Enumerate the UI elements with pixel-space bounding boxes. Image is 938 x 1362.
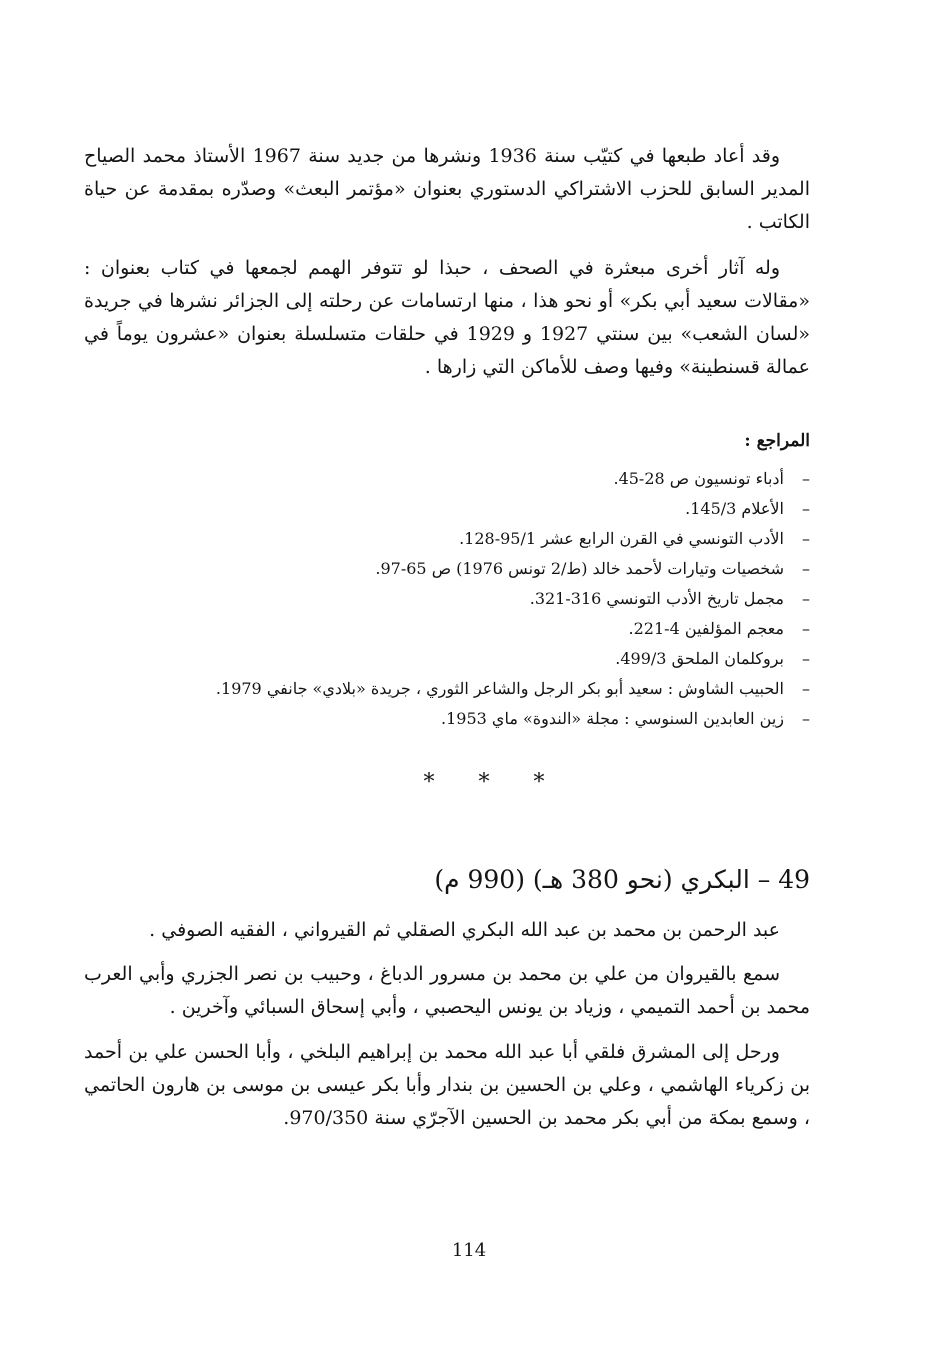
paragraph-other-works <box>84 252 810 384</box>
separator-star: * <box>423 770 435 795</box>
reference-text: أدباء تونسيون ص 28-45. <box>613 469 784 488</box>
paragraph-text: وله آثار أخرى مبعثرة في الصحف ، حبذا لو تتوفر الهمم لجمعها في كتاب بعنوان : «مقالات سعيد أبي بكر» أو نحو هذا ، منها ارتسامات عن رحلته إلى الجزائر نشرها في جريدة «لسان الشعب» بين سنتي 1927 و 1929 في حلقات متسلسلة بعنوان «عشرون يوماً في عمالة قسنطينة» وفيها وصف للأماكن التي زارها . <box>84 257 810 378</box>
reference-item <box>90 704 810 734</box>
reference-text: شخصيات وتيارات لأحمد خالد (ط/2 تونس 1976) ص 65-97. <box>375 559 784 578</box>
list-dash: – <box>802 679 810 698</box>
page-number: 114 <box>451 1240 487 1261</box>
reference-item <box>90 584 810 614</box>
references-heading: المراجع : <box>744 431 810 451</box>
list-dash: – <box>802 619 810 638</box>
paragraph-text: ورحل إلى المشرق فلقي أبا عبد الله محمد بن إبراهيم البلخي ، وأبا الحسن علي بن أحمد بن زكرياء الهاشمي ، وعلي بن الحسين بن بندار وأبا بكر عيسى بن موسى بن هارون الحاتمي ، وسمع بمكة من أبي بكر محمد بن الحسين الآجرّي سنة 970/350. <box>84 1041 810 1129</box>
reference-text: بروكلمان الملحق 499/3. <box>615 649 784 668</box>
reference-text: الحبيب الشاوش : سعيد أبو بكر الرجل والشاعر الثوري ، جريدة «بلادي» جانفي 1979. <box>215 679 784 698</box>
list-dash: – <box>802 529 810 548</box>
reference-item <box>90 494 810 524</box>
paragraph-reprint-note <box>84 140 810 239</box>
reference-text: الأدب التونسي في القرن الرابع عشر 95/1-128. <box>459 529 784 548</box>
reference-item <box>90 644 810 674</box>
list-dash: – <box>802 559 810 578</box>
reference-text: زين العابدين السنوسي : مجلة «الندوة» ماي 1953. <box>441 709 784 728</box>
paragraph-text: سمع بالقيروان من علي بن محمد بن مسرور الدباغ ، وحبيب بن نصر الجزري وأبي العرب محمد بن أحمد التميمي ، وزياد بن يونس اليحصبي ، وأبي إسحاق السبائي وآخرين . <box>84 963 810 1018</box>
paragraph-text: عبد الرحمن بن محمد بن عبد الله البكري الصقلي ثم القيرواني ، الفقيه الصوفي . <box>149 919 780 941</box>
reference-text: مجمل تاريخ الأدب التونسي 316-321. <box>529 589 784 608</box>
list-dash: – <box>802 469 810 488</box>
paragraph-teachers-kairouan <box>84 958 810 1024</box>
reference-item <box>90 674 810 704</box>
paragraph-text: وقد أعاد طبعها في كتيّب سنة 1936 ونشرها من جديد سنة 1967 الأستاذ محمد الصياح المدير السابق للحزب الاشتراكي الدستوري بعنوان «مؤتمر البعث» وصدّره بمقدمة عن حياة الكاتب . <box>84 145 810 233</box>
list-dash: – <box>802 499 810 518</box>
list-dash: – <box>802 709 810 728</box>
reference-item <box>90 614 810 644</box>
reference-item <box>90 554 810 584</box>
reference-item <box>90 464 810 494</box>
reference-text: الأعلام 145/3. <box>685 499 784 518</box>
references-list <box>90 464 810 734</box>
reference-item <box>90 524 810 554</box>
paragraph-travel-east <box>84 1036 810 1135</box>
list-dash: – <box>802 649 810 668</box>
reference-text: معجم المؤلفين 4-221. <box>628 619 784 638</box>
separator-star: * <box>533 770 545 795</box>
section-separator <box>0 768 938 798</box>
separator-star: * <box>478 770 490 795</box>
entry-title: 49 – البكري (نحو 380 هـ) (990 م) <box>434 865 810 894</box>
list-dash: – <box>802 589 810 608</box>
paragraph-biography-name <box>84 914 810 947</box>
